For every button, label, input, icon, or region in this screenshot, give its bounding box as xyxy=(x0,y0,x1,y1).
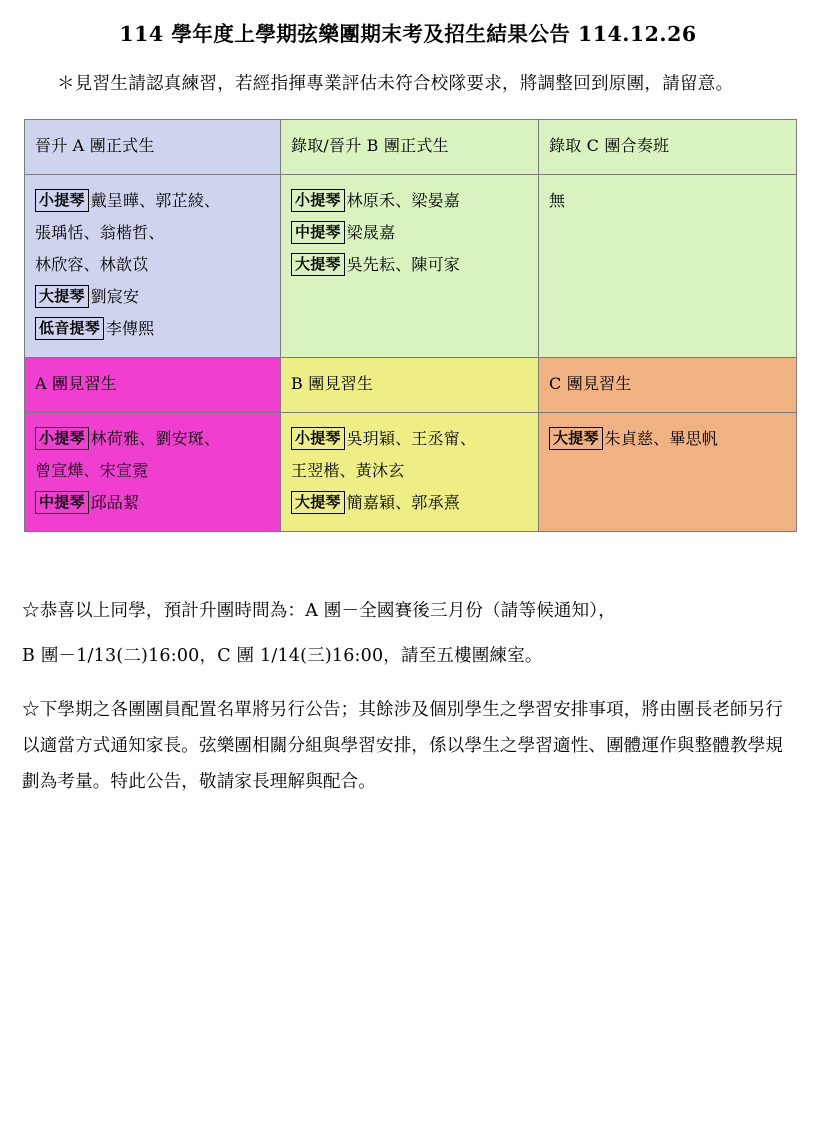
member-names: 劉宸安 xyxy=(90,286,140,306)
list-item xyxy=(35,313,272,345)
list-item xyxy=(291,185,530,217)
member-names: 林原禾、梁晏嘉 xyxy=(346,190,461,210)
list-item xyxy=(35,249,272,281)
roster-table xyxy=(24,119,797,532)
note-next-semester: ☆下學期之各團團員配置名單將另行公告；其餘涉及個別學生之學習安排事項，將由團長老師另行以適當方式通知家長。弦樂團相關分組與學習安排，係以學生之學習適性、團體運作與整體教學規劃為考量。特此公告，敬請家長理解與配合。 xyxy=(22,700,784,793)
table-row-trainee-body xyxy=(25,412,797,531)
cell-a-trainee xyxy=(25,412,281,531)
instrument-tag: 小提琴 xyxy=(291,427,345,451)
intro-paragraph: ＊見習生請認真練習，若經指揮專業評估未符合校隊要求，將調整回到原團，請留意。 xyxy=(57,73,734,94)
list-item xyxy=(35,185,272,217)
table-row-formal-body xyxy=(25,174,797,357)
notes-section xyxy=(22,594,794,801)
header-c-trainee: C 團見習生 xyxy=(539,357,797,412)
header-b-trainee: B 團見習生 xyxy=(281,357,539,412)
instrument-tag: 小提琴 xyxy=(291,189,345,213)
page-title: 114 學年度上學期弦樂團期末考及招生結果公告 114.12.26 xyxy=(119,22,697,46)
instrument-tag: 大提琴 xyxy=(35,285,89,309)
instrument-tag: 中提琴 xyxy=(291,221,345,245)
member-names: 曾宣燁、宋宣霓 xyxy=(35,460,149,480)
cell-b-trainee xyxy=(281,412,539,531)
member-names: 戴呈曄、郭芷綾、 xyxy=(90,190,221,210)
note-promotion-line1: ☆恭喜以上同學，預計升團時間為：A 團－全國賽後三月份（請等候通知）， xyxy=(22,600,616,621)
member-names: 梁晟嘉 xyxy=(346,222,396,242)
member-names: 王翌楷、黃沐玄 xyxy=(291,460,405,480)
list-item xyxy=(549,423,788,455)
member-names: 吳先耘、陳可家 xyxy=(346,254,461,274)
list-item xyxy=(291,249,530,281)
note-promotion-line2: B 團－1/13(二)16:00，C 團 1/14(三)16:00，請至五樓團練室。 xyxy=(22,646,543,667)
member-names: 吳玥穎、王丞甯、 xyxy=(346,428,477,448)
instrument-tag: 大提琴 xyxy=(291,491,345,515)
member-names: 張瑀恬、翁楷哲、 xyxy=(35,222,165,242)
table-row-trainee-header xyxy=(25,357,797,412)
member-names: 邱品絜 xyxy=(90,492,140,512)
table-row-formal-header xyxy=(25,119,797,174)
list-item xyxy=(549,185,788,217)
list-item xyxy=(35,487,272,519)
list-item xyxy=(35,217,272,249)
member-names: 朱貞慈、畢思帆 xyxy=(604,428,719,448)
header-b-formal: 錄取/晉升 B 團正式生 xyxy=(281,119,539,174)
header-c-ensemble: 錄取 C 團合奏班 xyxy=(539,119,797,174)
list-item xyxy=(35,423,272,455)
member-names: 林荷雅、劉安斑、 xyxy=(90,428,221,448)
list-item xyxy=(291,423,530,455)
header-a-trainee: A 團見習生 xyxy=(25,357,281,412)
list-item xyxy=(35,281,272,313)
instrument-tag: 大提琴 xyxy=(291,253,345,277)
cell-a-formal xyxy=(25,174,281,357)
cell-b-formal xyxy=(281,174,539,357)
list-item xyxy=(291,487,530,519)
instrument-tag: 小提琴 xyxy=(35,189,89,213)
instrument-tag: 大提琴 xyxy=(549,427,603,451)
list-item xyxy=(291,455,530,487)
member-names: 簡嘉穎、郭承熹 xyxy=(346,492,461,512)
member-names: 李傳熙 xyxy=(105,318,155,338)
instrument-tag: 中提琴 xyxy=(35,491,89,515)
cell-c-trainee xyxy=(539,412,797,531)
list-item xyxy=(291,217,530,249)
cell-c-ensemble xyxy=(539,174,797,357)
instrument-tag: 低音提琴 xyxy=(35,317,104,341)
member-names: 無 xyxy=(549,190,566,210)
list-item xyxy=(35,455,272,487)
instrument-tag: 小提琴 xyxy=(35,427,89,451)
member-names: 林欣容、林歆苡 xyxy=(35,254,149,274)
header-a-formal: 晉升 A 團正式生 xyxy=(25,119,281,174)
